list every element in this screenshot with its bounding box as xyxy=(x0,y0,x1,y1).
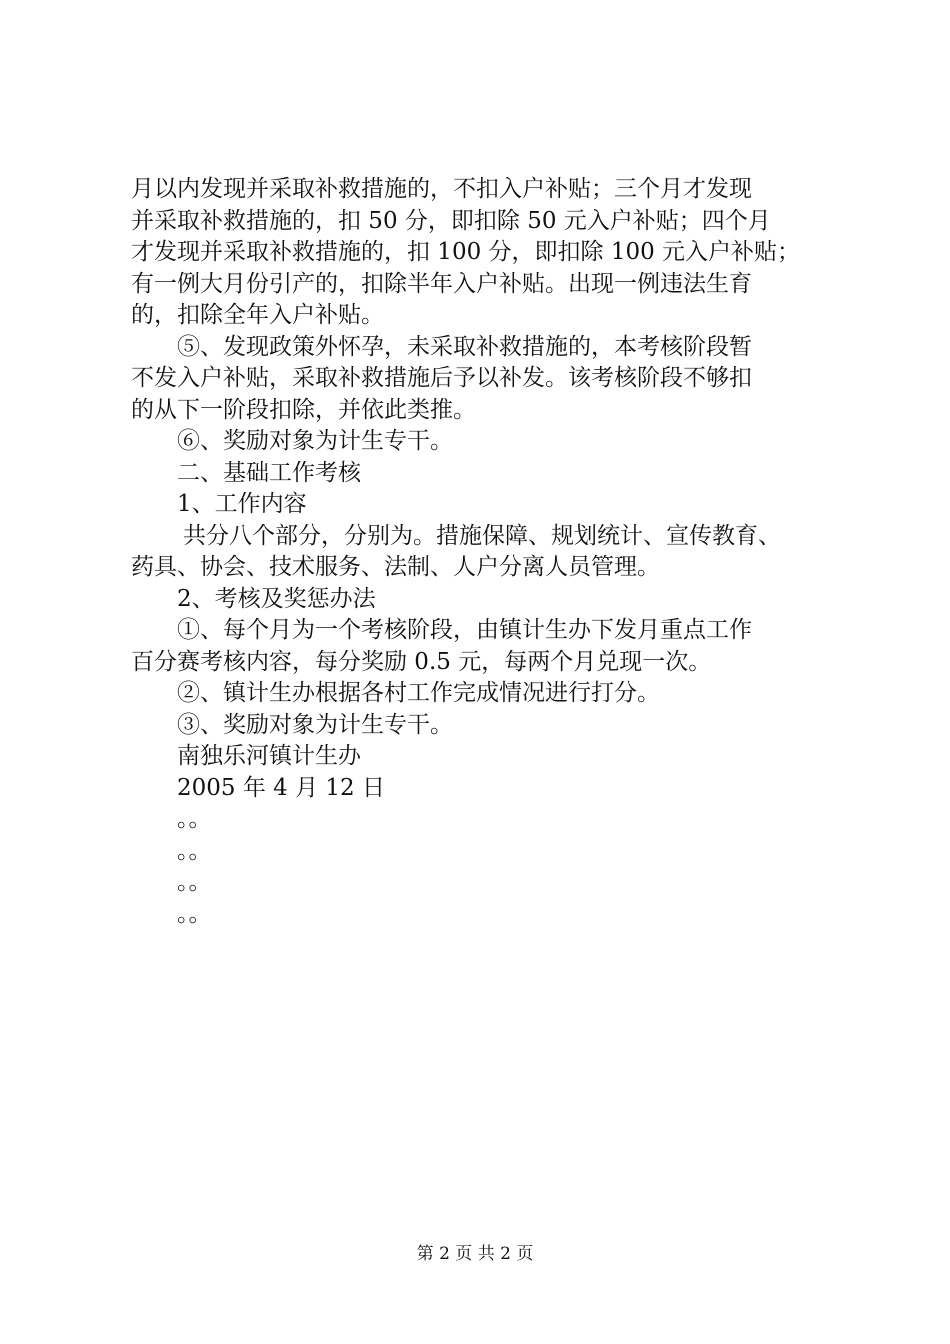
trailing-marks: 。。 xyxy=(177,806,212,832)
page-number-footer: 第 2 页 共 2 页 xyxy=(416,1244,534,1264)
trailing-marks: 。。 xyxy=(177,837,212,864)
signature-org: 南独乐河镇计生办 xyxy=(177,743,361,769)
text-line: 有一例大月份引产的，扣除半年入户补贴。出现一例违法生育 xyxy=(131,270,752,297)
trailing-marks: 。。 xyxy=(177,869,212,895)
trailing-marks: 。。 xyxy=(177,900,212,927)
section-heading: 二、基础工作考核 xyxy=(177,459,361,486)
text-line: 月以内发现并采取补救措施的，不扣入户补贴；三个月才发现 xyxy=(131,176,752,202)
text-line: ③、奖励对象为计生专干。 xyxy=(177,711,453,738)
subsection-heading: 2、考核及奖惩办法 xyxy=(177,585,376,612)
text-line: ⑤、发现政策外怀孕，未采取补救措施的，本考核阶段暂 xyxy=(177,333,752,360)
document-body xyxy=(131,174,851,930)
text-line: 的，扣除全年入户补贴。 xyxy=(131,302,384,328)
text-line: ①、每个月为一个考核阶段，由镇计生办下发月重点工作 xyxy=(177,617,752,643)
text-line: 百分赛考核内容，每分奖励 0.5 元，每两个月兑现一次。 xyxy=(131,648,712,675)
text-line: ⑥、奖励对象为计生专干。 xyxy=(177,428,453,454)
text-line: 不发入户补贴，采取补救措施后予以补发。该考核阶段不够扣 xyxy=(131,365,752,391)
text-line: 共分八个部分，分别为。措施保障、规划统计、宣传教育、 xyxy=(183,522,781,549)
text-line: 的从下一阶段扣除，并依此类推。 xyxy=(131,396,476,423)
subsection-heading: 1、工作内容 xyxy=(177,491,307,517)
text-line: 才发现并采取补救措施的，扣 100 分，即扣除 100 元入户补贴； xyxy=(131,239,801,265)
text-line: 药具、协会、技术服务、法制、人户分离人员管理。 xyxy=(131,554,660,580)
signature-date: 2005 年 4 月 12 日 xyxy=(177,774,385,801)
text-line: ②、镇计生办根据各村工作完成情况进行打分。 xyxy=(177,680,660,706)
text-line: 并采取补救措施的，扣 50 分，即扣除 50 元入户补贴；四个月 xyxy=(131,207,771,234)
